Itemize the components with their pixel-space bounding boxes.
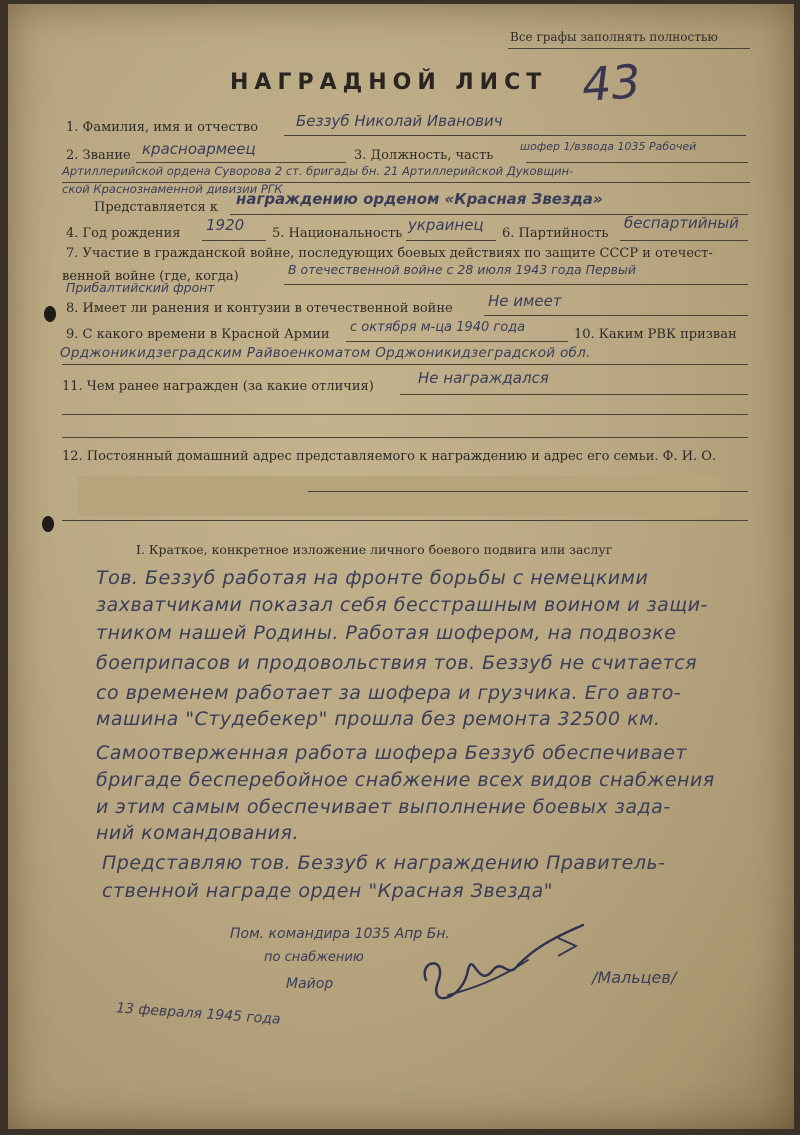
award-label: Представляется к [94,200,218,215]
field-8-line [484,315,748,316]
page-title: НАГРАДНОЙ ЛИСТ [230,70,548,95]
field-3-value: шофер 1/взвода 1035 Рабочей [520,140,697,153]
field-9-line [346,341,568,342]
field-11-line-1 [400,394,748,395]
instruction-underline [508,48,750,49]
award-value: награждению орденом «Красная Звезда» [236,190,603,208]
field-2-value: красноармеец [142,140,256,158]
field-10-value: Орджоникидзеградским Райвоенкоматом Орджоникидзеградской обл. [60,345,591,361]
field-4-line [202,240,266,241]
field-4-value: 1920 [206,216,245,234]
document-number: 43 [580,54,643,112]
signature-rank: Майор [286,976,334,992]
unit-line-1: Артиллерийской ордена Суворова 2 ст. бригады бн. 21 Артиллерийской Дуковщин- [62,164,574,178]
field-10-line [62,364,748,365]
field-4-label: 4. Год рождения [66,226,181,241]
field-2-label: 2. Звание [66,148,131,163]
field-5-label: 5. Национальность [272,226,403,241]
narrative-line: ний командования. [96,822,299,844]
signature-scribble [408,920,608,1010]
field-8-value: Не имеет [488,292,562,310]
narrative-line: Представляю тов. Беззуб к награждению Правитель- [102,852,666,874]
field-7-line [284,284,748,285]
signature-name: /Мальцев/ [592,968,677,987]
narrative-line: Самоотверженная работа шофера Беззуб обеспечивает [96,742,687,764]
field-7-label-2: венной войне (где, когда) [62,269,239,284]
narrative-line: бригаде бесперебойное снабжение всех видов снабжения [96,769,715,791]
award-sheet [8,4,794,1129]
section-heading: I. Краткое, конкретное изложение личного боевого подвига или заслуг [136,542,613,557]
signature-date: 13 февраля 1945 года [115,1000,282,1028]
binder-hole-top [44,306,56,322]
field-6-value: беспартийный [624,214,739,232]
field-1-line [284,135,746,136]
field-7-label-1: 7. Участие в гражданской войне, последующих боевых действиях по защите СССР и отечест- [66,246,713,261]
field-3-label: 3. Должность, часть [354,148,494,163]
field-1-label: 1. Фамилия, имя и отчество [66,120,259,135]
unit-line-2: ской Краснознаменной дивизии РГК [62,182,283,196]
narrative-line: ственной награде орден "Красная Звезда" [102,880,553,902]
narrative-line: машина "Студебекер" прошла без ремонта 32500 км. [96,708,661,730]
narrative-line: Тов. Беззуб работая на фронте борьбы с немецкими [96,567,649,589]
binder-hole-bottom [42,516,54,532]
field-3-line [526,162,748,163]
narrative-line: захватчиками показал себя бесстрашным воином и защи- [96,594,708,616]
signature-position-2: по снабжению [264,950,364,965]
field-12-label-1: 12. Постоянный домашний адрес представляемого к награждению и адрес его семьи. Ф. И. О. [62,449,717,464]
field-6-label: 6. Партийность [502,226,609,241]
narrative-line: и этим самым обеспечивает выполнение боевых зада- [96,796,671,818]
fill-instruction: Все графы заполнять полностью [510,30,718,44]
narrative-line: тником нашей Родины. Работая шофером, на подвозке [96,622,677,644]
field-5-line [406,240,496,241]
field-9-label: 9. С какого времени в Красной Армии [66,327,330,342]
field-10-label: 10. Каким РВК призван [574,327,737,342]
field-9-value: с октября м-ца 1940 года [350,320,526,335]
field-6-line [620,240,748,241]
field-11-value: Не награждался [418,369,549,387]
field-7-value-2: Прибалтийский фронт [66,280,215,295]
field-5-value: украинец [408,216,484,234]
signature-position: Пом. командира 1035 Апр Бн. [230,926,450,942]
narrative-line: со временем работает за шофера и грузчика. Его авто- [96,682,682,704]
narrative-line: боеприпасов и продовольствия тов. Беззуб не считается [96,652,698,674]
redacted-address [78,476,720,516]
field-11-line-2 [62,414,748,415]
field-7-value-1: В отечественной войне с 28 июля 1943 года Первый [288,262,637,277]
field-11-line-3 [62,437,748,438]
field-2-line [136,162,346,163]
field-12-line-1 [308,491,748,492]
field-8-label: 8. Имеет ли ранения и контузии в отечественной войне [66,301,453,316]
field-1-value: Беззуб Николай Иванович [296,112,503,130]
field-11-label: 11. Чем ранее награжден (за какие отличия) [62,379,374,394]
field-12-line-2 [62,520,748,521]
